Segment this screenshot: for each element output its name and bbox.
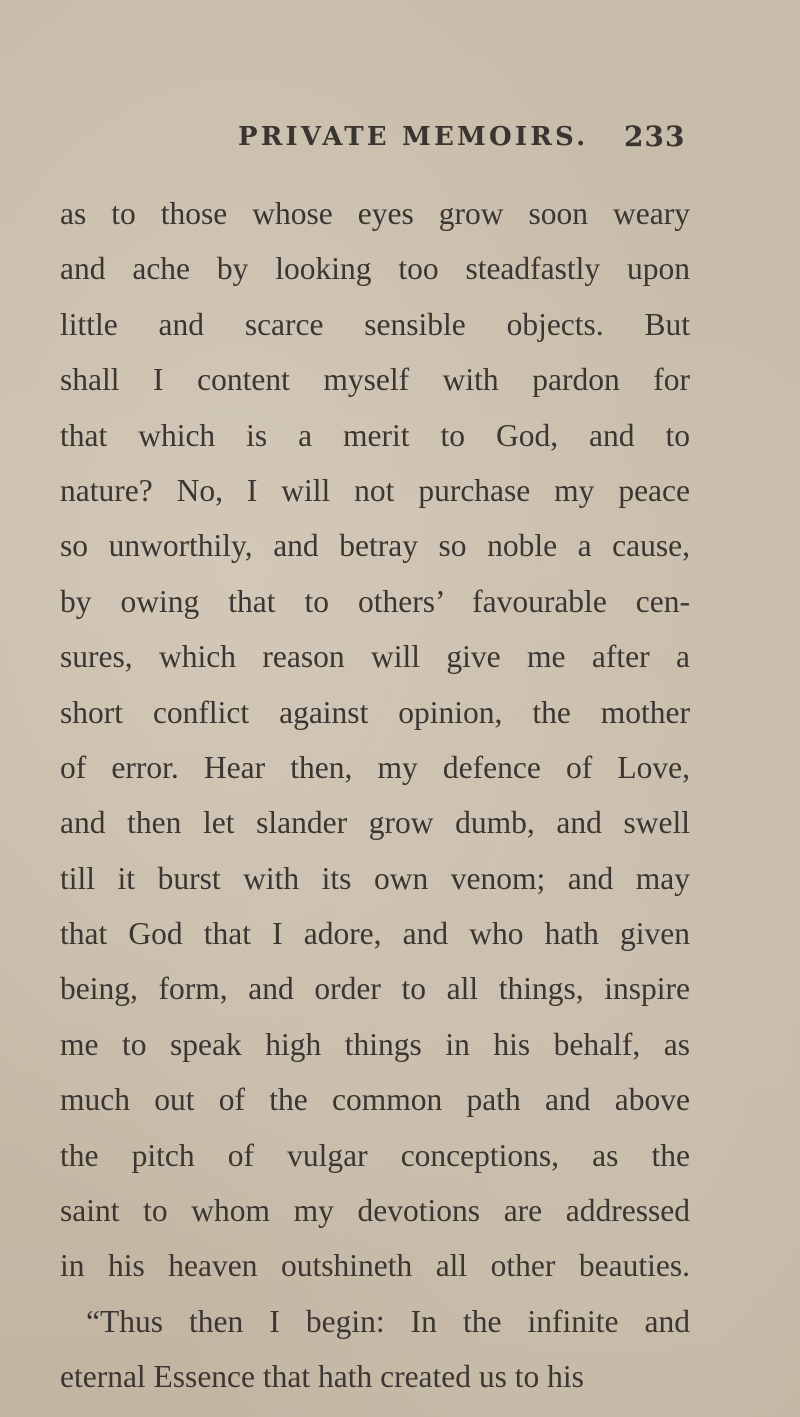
text-line: till it burst with its own venom; and may: [60, 860, 690, 896]
text-line: little and scarce sensible objects. But: [60, 306, 690, 342]
text-line: “Thus then I begin: In the infinite and: [86, 1303, 690, 1339]
text-line: short conflict against opinion, the mother: [60, 694, 690, 730]
text-line: the pitch of vulgar conceptions, as the: [60, 1137, 690, 1173]
text-line: of error. Hear then, my defence of Love,: [60, 749, 690, 785]
text-line: as to those whose eyes grow soon weary: [60, 196, 690, 231]
text-line: so unworthily, and betray so noble a cause,: [60, 528, 690, 564]
text-line: and then let slander grow dumb, and swell: [60, 805, 690, 841]
running-title: PRIVATE MEMOIRS.: [238, 122, 589, 152]
text-line: that which is a merit to God, and to: [60, 417, 690, 453]
text-line: eternal Essence that hath created us to his: [60, 1359, 584, 1395]
text-line: being, form, and order to all things, inspire: [60, 971, 690, 1007]
text-line: me to speak high things in his behalf, as: [60, 1026, 690, 1062]
text-line: nature? No, I will not purchase my peace: [60, 472, 690, 508]
page-header: [0, 122, 800, 162]
text-line: much out of the common path and above: [60, 1082, 690, 1118]
text-line: and ache by looking too steadfastly upon: [60, 251, 690, 287]
body-text: [60, 186, 690, 1405]
text-line: in his heaven outshineth all other beauties.: [60, 1248, 690, 1284]
page-number: 233: [624, 120, 686, 153]
text-line: by owing that to others’ favourable cen-: [60, 583, 690, 619]
text-line: shall I content myself with pardon for: [60, 362, 690, 398]
text-line: saint to whom my devotions are addressed: [60, 1193, 690, 1229]
text-line: sures, which reason will give me after a: [60, 639, 690, 675]
text-line: that God that I adore, and who hath given: [60, 916, 690, 952]
